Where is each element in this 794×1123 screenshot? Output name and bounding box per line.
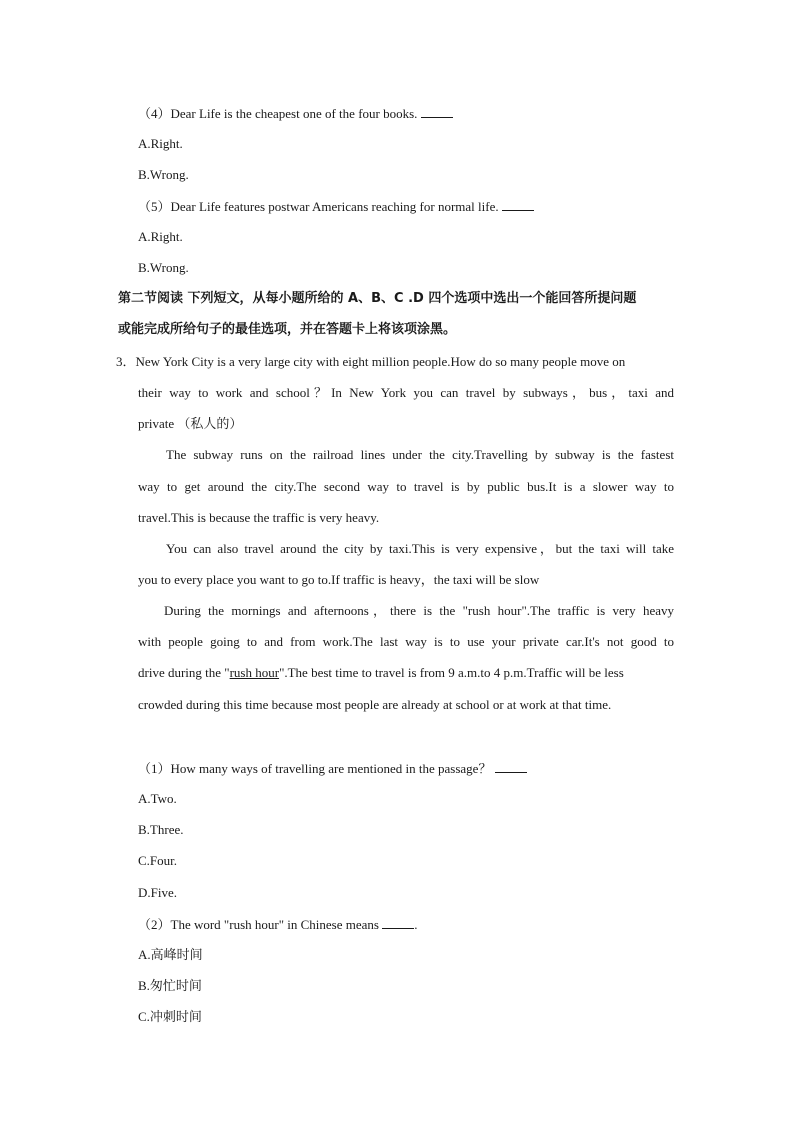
question-4-text: （4）Dear Life is the cheapest one of the four books. xyxy=(138,106,421,121)
section-heading-line-1: 第二节阅读 下列短文，从每小题所给的 A、B、C .D 四个选项中选出一个能回答所提问题 xyxy=(118,291,637,306)
answer-blank xyxy=(495,760,527,773)
answer-blank xyxy=(421,105,453,118)
subquestion-1-option-d: D.Five. xyxy=(138,885,177,900)
passage-line: During the mornings and afternoons，there is the "rush hour".The traffic is very heavy xyxy=(164,603,674,618)
passage-line: The subway runs on the railroad lines under the city.Travelling by subway is the fastest xyxy=(166,447,674,462)
subquestion-1-text: （1）How many ways of travelling are mentioned in the passage？ xyxy=(138,761,495,776)
passage-line: way to get around the city.The second way to travel is by public bus.It is a slower way to xyxy=(138,479,674,494)
passage-line: with people going to and from work.The last way is to use your private car.It's not good to xyxy=(138,634,674,649)
question-5-option-b: B.Wrong. xyxy=(138,260,189,275)
question-4-stem xyxy=(138,105,674,122)
question-number: 3． xyxy=(116,354,136,369)
passage-text: New York City is a very large city with eight million people.How do so many people move on xyxy=(135,354,626,369)
question-5-option-a: A.Right. xyxy=(138,229,183,244)
passage-line: travel.This is because the traffic is very heavy. xyxy=(138,510,380,525)
subquestion-2-option-c: C.冲刺时间 xyxy=(138,1009,202,1024)
answer-blank xyxy=(382,916,414,929)
subquestion-2-option-b: B.匆忙时间 xyxy=(138,978,202,993)
subquestion-1-option-a: A.Two. xyxy=(138,791,177,806)
passage-line xyxy=(138,665,674,681)
passage-text: ".The best time to travel is from 9 a.m.to 4 p.m.Traffic will be less xyxy=(279,665,624,680)
passage-line: private （私人的） xyxy=(138,416,243,431)
subquestion-2-stem xyxy=(138,916,674,933)
passage-line: their way to work and school？In New York you can travel by subways，bus，taxi and xyxy=(138,385,674,400)
underlined-term: rush hour xyxy=(229,665,280,680)
subquestion-1-option-c: C.Four. xyxy=(138,853,178,868)
answer-blank xyxy=(502,198,534,211)
subquestion-2-option-a: A.高峰时间 xyxy=(138,947,203,962)
subquestion-2-period: . xyxy=(414,917,418,932)
question-5-text: （5）Dear Life features postwar Americans reaching for normal life. xyxy=(138,199,502,214)
passage-line: you to every place you want to go to.If traffic is heavy，the taxi will be slow xyxy=(138,572,540,587)
passage-text: drive during the " xyxy=(138,665,230,680)
subquestion-1-option-b: B.Three. xyxy=(138,822,184,837)
subquestion-1-stem xyxy=(138,760,674,777)
passage-line: crowded during this time because most people are already at school or at work at that time. xyxy=(138,697,612,712)
question-4-option-a: A.Right. xyxy=(138,136,183,151)
question-4-option-b: B.Wrong. xyxy=(138,167,189,182)
question-5-stem xyxy=(138,198,674,215)
passage-line xyxy=(116,354,674,370)
subquestion-2-text: （2）The word "rush hour" in Chinese means xyxy=(138,917,383,932)
section-heading-line-2: 或能完成所给句子的最佳选项，并在答题卡上将该项涂黑。 xyxy=(118,322,457,337)
passage-line: You can also travel around the city by taxi.This is very expensive，but the taxi will take xyxy=(166,541,674,556)
